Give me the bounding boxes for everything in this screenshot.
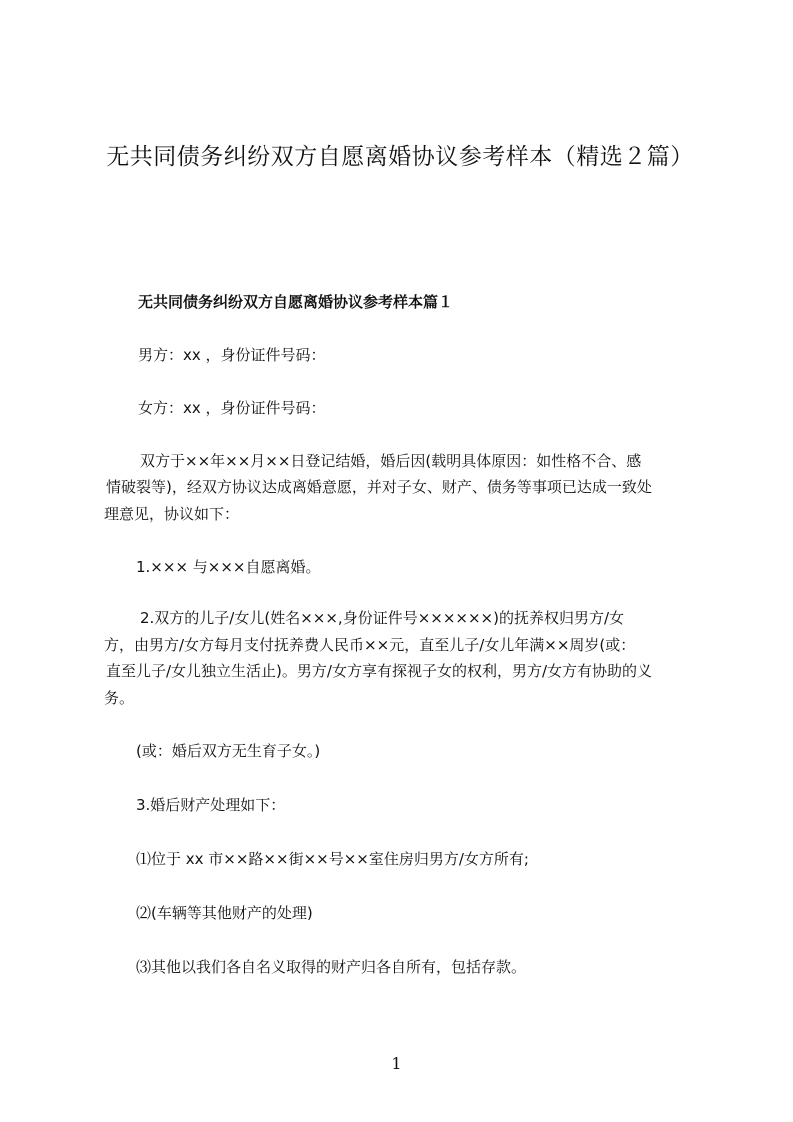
intro-line: 情破裂等)，经双方协议达成离婚意愿，并对子女、财产、债务等事项已达成一致处 xyxy=(106,478,652,496)
clause-2-line: 直至儿子/女儿独立生活止)。男方/女方享有探视子女的权利，男方/女方有协助的义 xyxy=(106,662,653,680)
clause-2-line: 方，由男方/女方每月支付抚养费人民币××元，直至儿子/女儿年满××周岁(或： xyxy=(104,636,636,654)
page-number: 1 xyxy=(391,1054,402,1073)
section-heading: 无共同债务纠纷双方自愿离婚协议参考样本篇１ xyxy=(138,293,454,311)
clause-2-line: 务。 xyxy=(104,689,135,707)
clause-2-alternative: (或：婚后双方无生育子女。) xyxy=(136,742,321,760)
clause-3-item-1: ⑴位于 xx 市××路××街××号××室住房归男方/女方所有; xyxy=(136,850,529,868)
clause-1: 1.××× 与×××自愿离婚。 xyxy=(136,558,321,576)
clause-2-line: 2.双方的儿子/女儿(姓名×××,身份证件号××××××)的抚养权归男方/女 xyxy=(140,609,625,627)
clause-3-item-2: ⑵(车辆等其他财产的处理) xyxy=(136,904,313,922)
male-party-line: 男方：xx ，身份证件号码： xyxy=(138,346,326,364)
clause-3: 3.婚后财产处理如下： xyxy=(136,796,286,814)
intro-line: 双方于××年××月××日登记结婚，婚后因(载明具体原因：如性格不合、感 xyxy=(140,452,642,470)
clause-3-item-3: ⑶其他以我们各自名义取得的财产归各自所有，包括存款。 xyxy=(136,958,527,976)
intro-line: 理意见，协议如下： xyxy=(104,505,240,523)
document-title: 无共同债务纠纷双方自愿离婚协议参考样本（精选２篇） xyxy=(106,144,694,170)
female-party-line: 女方：xx ，身份证件号码： xyxy=(138,399,326,417)
